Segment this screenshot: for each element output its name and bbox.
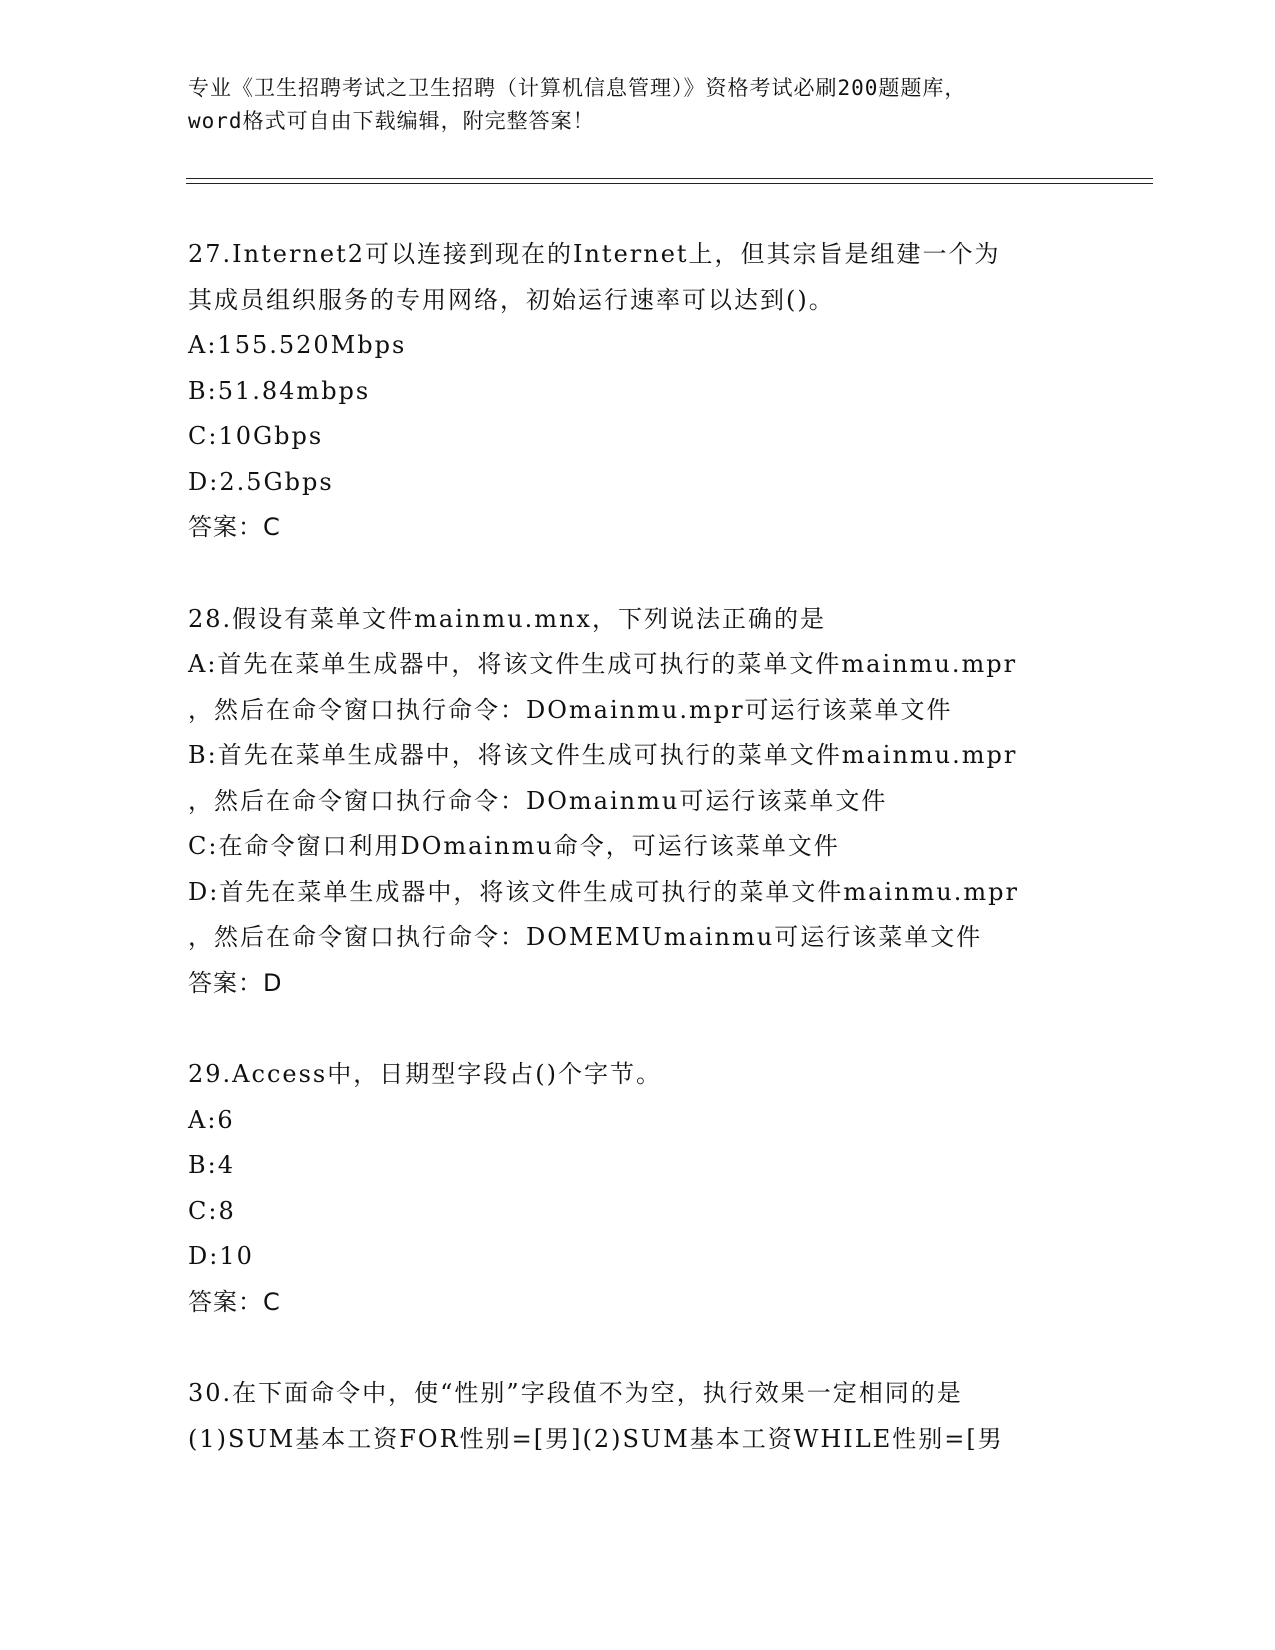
option-b: B:4: [188, 1151, 235, 1179]
question-stem-line: 30.在下面命令中，使“性别”字段值不为空，执行效果一定相同的是: [188, 1379, 963, 1407]
question-27: [188, 232, 1148, 551]
document-header: [188, 72, 1088, 138]
answer-label: 答案：C: [188, 1287, 281, 1316]
question-stem-line: (1)SUM基本工资FOR性别=[男](2)SUM基本工资WHILE性别=[男: [188, 1424, 1004, 1453]
option-b: B:首先在菜单生成器中，将该文件生成可执行的菜单文件mainmu.mpr: [188, 741, 1018, 769]
question-29: [188, 1052, 1148, 1325]
answer-label: 答案：D: [188, 968, 283, 997]
answer-label: 答案：C: [188, 513, 281, 541]
question-28: [188, 597, 1148, 1007]
option-b-continued: ，然后在命令窗口执行命令：DOmainmu可运行该菜单文件: [188, 786, 888, 815]
option-d: D:10: [188, 1242, 254, 1270]
option-c: C:10Gbps: [188, 422, 324, 450]
question-list: [188, 232, 1148, 1508]
question-stem-line: 27.Internet2可以连接到现在的Internet上，但其宗旨是组建一个为: [188, 240, 1001, 268]
question-30: [188, 1371, 1148, 1462]
option-c: C:8: [188, 1196, 236, 1225]
header-divider-bottom: [186, 183, 1153, 184]
option-c: C:在命令窗口利用DOmainmu命令，可运行该菜单文件: [188, 832, 840, 860]
option-a: A:首先在菜单生成器中，将该文件生成可执行的菜单文件mainmu.mpr: [188, 650, 1018, 678]
option-a-continued: ，然后在命令窗口执行命令：DOmainmu.mpr可运行该菜单文件: [188, 695, 953, 724]
header-line-2: word格式可自由下载编辑，附完整答案！: [188, 109, 595, 133]
question-stem-line: 其成员组织服务的专用网络，初始运行速率可以达到()。: [188, 285, 835, 314]
option-a: A:6: [188, 1105, 235, 1134]
header-divider-top: [186, 178, 1153, 179]
option-d-continued: ，然后在命令窗口执行命令：DOMEMUmainmu可运行该菜单文件: [188, 923, 983, 951]
header-line-1: 专业《卫生招聘考试之卫生招聘（计算机信息管理）》资格考试必刷200题题库，: [188, 76, 967, 100]
option-a: A:155.520Mbps: [188, 331, 407, 359]
option-b: B:51.84mbps: [188, 376, 371, 405]
option-d: D:首先在菜单生成器中，将该文件生成可执行的菜单文件mainmu.mpr: [188, 877, 1019, 906]
option-d: D:2.5Gbps: [188, 467, 334, 496]
question-stem-line: 28.假设有菜单文件mainmu.mnx，下列说法正确的是: [188, 604, 826, 633]
question-stem-line: 29.Access中，日期型字段占()个字节。: [188, 1060, 662, 1088]
